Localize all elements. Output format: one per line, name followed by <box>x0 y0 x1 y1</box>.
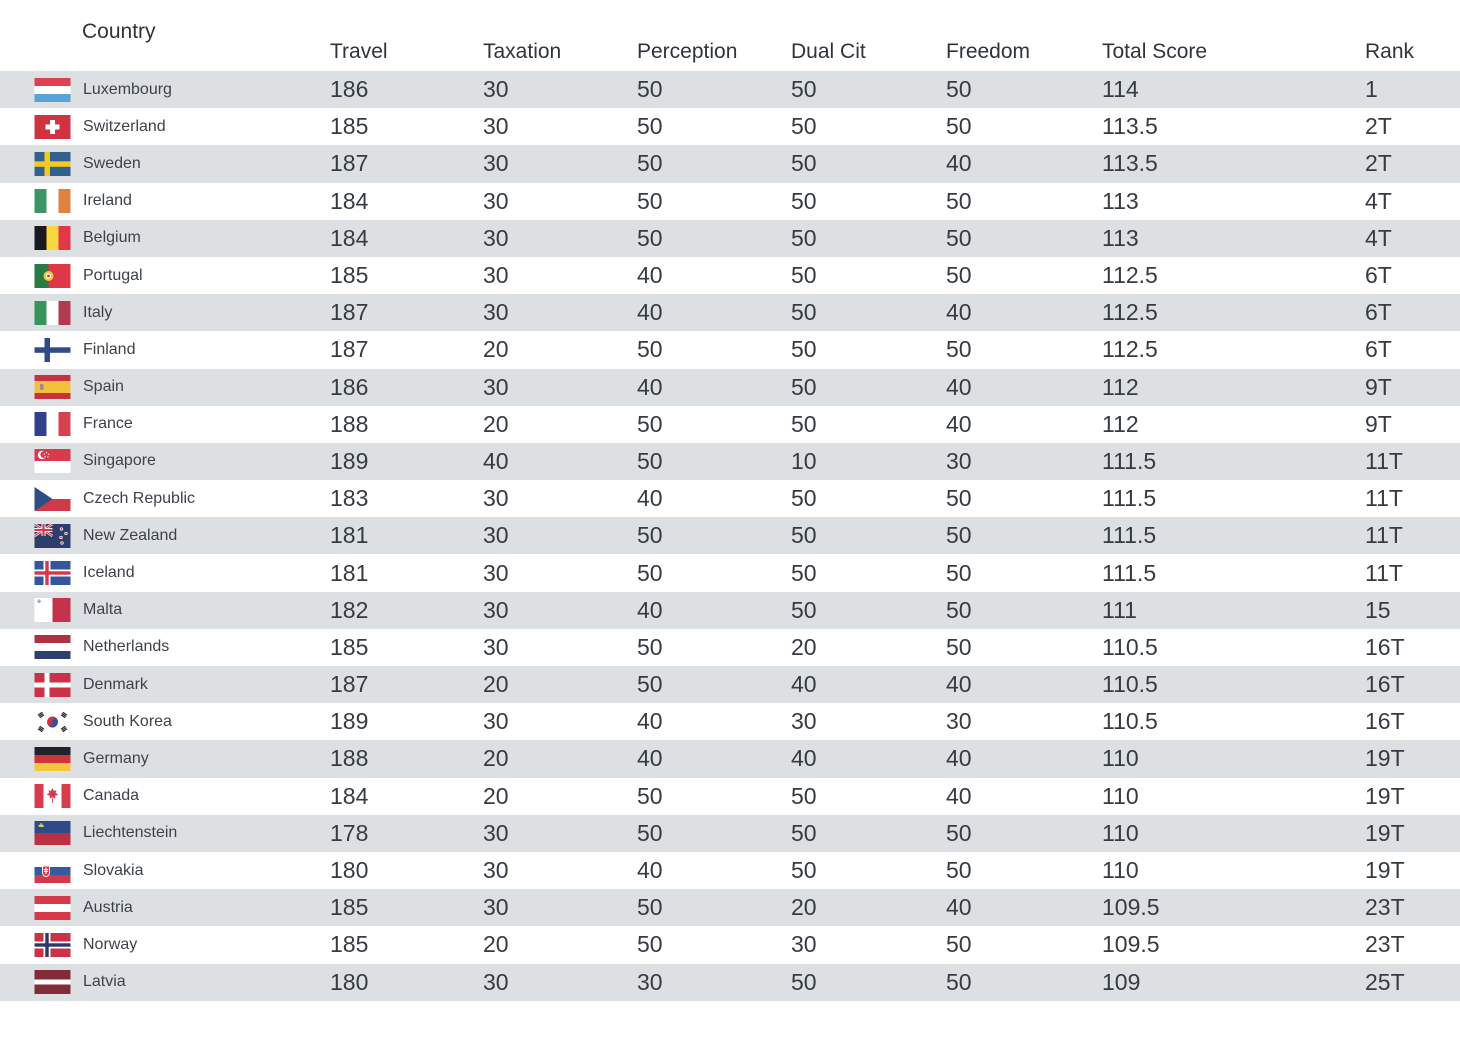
cell-perception: 40 <box>637 373 663 400</box>
cell-rank: 16T <box>1365 671 1405 698</box>
country-cell <box>0 815 330 852</box>
country-cell <box>0 852 330 889</box>
cell-freedom: 40 <box>946 671 972 698</box>
cell-rank: 2T <box>1365 113 1392 140</box>
table-row <box>0 926 1460 963</box>
country-name: Spain <box>83 378 124 396</box>
country-cell <box>0 517 330 554</box>
cell-perception: 40 <box>637 485 663 512</box>
country-cell <box>0 964 330 1001</box>
cell-total-score: 110 <box>1102 745 1139 772</box>
cell-rank: 19T <box>1365 857 1405 884</box>
cell-taxation: 30 <box>483 485 509 512</box>
country-name: Belgium <box>83 229 141 247</box>
cell-perception: 50 <box>637 931 663 958</box>
table-row <box>0 740 1460 777</box>
country-name: Latvia <box>83 973 126 991</box>
country-cell <box>0 480 330 517</box>
country-name: Denmark <box>83 675 148 693</box>
cell-travel: 180 <box>330 857 369 884</box>
cell-perception: 40 <box>637 596 663 623</box>
column-header-freedom: Freedom <box>946 40 1031 63</box>
column-header-country: Country <box>82 19 156 43</box>
cell-travel: 187 <box>330 671 369 698</box>
table-row <box>0 406 1460 443</box>
cell-perception: 50 <box>637 447 663 474</box>
cell-rank: 6T <box>1365 336 1392 363</box>
cell-total-score: 112.5 <box>1102 336 1158 363</box>
country-cell <box>0 443 330 480</box>
table-row <box>0 815 1460 852</box>
cell-taxation: 30 <box>483 596 509 623</box>
cell-total-score: 109 <box>1102 968 1141 995</box>
cell-rank: 19T <box>1365 745 1405 772</box>
cell-rank: 16T <box>1365 633 1405 660</box>
country-name: Canada <box>83 787 140 805</box>
cell-travel: 184 <box>330 224 369 251</box>
country-cell <box>0 257 330 294</box>
cell-dual-cit: 40 <box>791 671 817 698</box>
country-cell <box>0 71 330 108</box>
table-row <box>0 703 1460 740</box>
cell-freedom: 40 <box>946 782 972 809</box>
cell-freedom: 40 <box>946 150 972 177</box>
cell-taxation: 30 <box>483 150 509 177</box>
norway-flag-icon <box>34 933 71 957</box>
south-korea-flag-icon <box>34 710 71 734</box>
country-name: Germany <box>83 749 149 767</box>
cell-freedom: 50 <box>946 857 972 884</box>
cell-taxation: 30 <box>483 708 509 735</box>
table-row <box>0 480 1460 517</box>
cell-dual-cit: 20 <box>791 633 817 660</box>
cell-travel: 187 <box>330 150 369 177</box>
liechtenstein-flag-icon <box>34 821 71 845</box>
cell-travel: 181 <box>330 522 369 549</box>
table-row <box>0 517 1460 554</box>
cell-rank: 11T <box>1365 522 1403 549</box>
portugal-flag-icon <box>34 264 71 288</box>
cell-total-score: 109.5 <box>1102 931 1160 958</box>
cell-perception: 40 <box>637 857 663 884</box>
cell-perception: 50 <box>637 410 663 437</box>
column-header-perception: Perception <box>637 40 738 63</box>
cell-perception: 50 <box>637 782 663 809</box>
cell-rank: 4T <box>1365 224 1392 251</box>
cell-freedom: 50 <box>946 931 972 958</box>
country-name: France <box>83 415 133 433</box>
column-header-total-score: Total Score <box>1102 40 1208 63</box>
cell-dual-cit: 50 <box>791 224 817 251</box>
country-cell <box>0 629 330 666</box>
cell-rank: 2T <box>1365 150 1392 177</box>
country-name: Ireland <box>83 192 132 210</box>
cell-total-score: 112.5 <box>1102 262 1158 289</box>
cell-total-score: 112.5 <box>1102 299 1158 326</box>
country-name: Norway <box>83 935 138 953</box>
cell-taxation: 30 <box>483 224 509 251</box>
finland-flag-icon <box>34 338 71 362</box>
cell-travel: 182 <box>330 596 369 623</box>
cell-perception: 50 <box>637 894 663 921</box>
country-cell <box>0 554 330 591</box>
cell-taxation: 30 <box>483 633 509 660</box>
ireland-flag-icon <box>34 189 71 213</box>
cell-total-score: 110 <box>1102 782 1139 809</box>
cell-taxation: 30 <box>483 819 509 846</box>
cell-travel: 187 <box>330 336 369 363</box>
cell-taxation: 30 <box>483 857 509 884</box>
cell-freedom: 40 <box>946 299 972 326</box>
cell-freedom: 50 <box>946 633 972 660</box>
cell-total-score: 111.5 <box>1102 447 1157 474</box>
country-cell <box>0 703 330 740</box>
cell-dual-cit: 50 <box>791 522 817 549</box>
cell-rank: 4T <box>1365 187 1392 214</box>
cell-perception: 50 <box>637 113 663 140</box>
cell-dual-cit: 50 <box>791 113 817 140</box>
column-header-rank: Rank <box>1365 40 1415 63</box>
cell-travel: 185 <box>330 931 369 958</box>
cell-dual-cit: 50 <box>791 596 817 623</box>
cell-dual-cit: 50 <box>791 968 817 995</box>
cell-total-score: 111 <box>1102 596 1137 623</box>
cell-dual-cit: 50 <box>791 187 817 214</box>
country-cell <box>0 369 330 406</box>
cell-rank: 15 <box>1365 596 1391 623</box>
cell-dual-cit: 50 <box>791 336 817 363</box>
table-row <box>0 294 1460 331</box>
table-row <box>0 145 1460 182</box>
singapore-flag-icon <box>34 449 71 473</box>
cell-taxation: 20 <box>483 671 509 698</box>
cell-perception: 50 <box>637 819 663 846</box>
country-cell <box>0 592 330 629</box>
country-cell <box>0 740 330 777</box>
cell-dual-cit: 50 <box>791 410 817 437</box>
column-header-dual-cit: Dual Cit <box>791 40 866 63</box>
cell-total-score: 112 <box>1102 373 1139 400</box>
cell-travel: 181 <box>330 559 369 586</box>
cell-dual-cit: 50 <box>791 76 817 103</box>
table-row <box>0 369 1460 406</box>
cell-total-score: 114 <box>1102 76 1139 103</box>
cell-freedom: 50 <box>946 819 972 846</box>
cell-freedom: 50 <box>946 113 972 140</box>
cell-dual-cit: 50 <box>791 857 817 884</box>
cell-perception: 50 <box>637 336 663 363</box>
italy-flag-icon <box>34 301 71 325</box>
cell-rank: 1 <box>1365 76 1378 103</box>
table-row <box>0 666 1460 703</box>
table-row <box>0 71 1460 108</box>
country-cell <box>0 108 330 145</box>
cell-perception: 40 <box>637 745 663 772</box>
cell-dual-cit: 30 <box>791 931 817 958</box>
column-header-travel: Travel <box>330 40 388 63</box>
country-name: Austria <box>83 898 133 916</box>
country-cell <box>0 406 330 443</box>
cell-travel: 185 <box>330 113 369 140</box>
cell-taxation: 20 <box>483 745 509 772</box>
cell-perception: 50 <box>637 633 663 660</box>
country-cell <box>0 331 330 368</box>
switzerland-flag-icon <box>34 115 71 139</box>
cell-dual-cit: 40 <box>791 745 817 772</box>
cell-rank: 16T <box>1365 708 1405 735</box>
cell-taxation: 20 <box>483 410 509 437</box>
cell-dual-cit: 50 <box>791 819 817 846</box>
cell-perception: 50 <box>637 76 663 103</box>
cell-travel: 189 <box>330 708 369 735</box>
cell-dual-cit: 50 <box>791 299 817 326</box>
country-name: Liechtenstein <box>83 824 178 842</box>
cell-taxation: 30 <box>483 373 509 400</box>
table-row <box>0 108 1460 145</box>
country-name: Czech Republic <box>83 489 196 507</box>
cell-taxation: 20 <box>483 336 509 363</box>
cell-rank: 6T <box>1365 262 1392 289</box>
country-cell <box>0 926 330 963</box>
table-row <box>0 964 1460 1001</box>
cell-dual-cit: 20 <box>791 894 817 921</box>
country-cell <box>0 778 330 815</box>
column-header-taxation: Taxation <box>483 40 562 63</box>
belgium-flag-icon <box>34 226 71 250</box>
cell-total-score: 113 <box>1102 224 1139 251</box>
cell-travel: 184 <box>330 782 369 809</box>
cell-freedom: 50 <box>946 522 972 549</box>
cell-total-score: 111.5 <box>1102 522 1157 549</box>
cell-rank: 19T <box>1365 782 1405 809</box>
cell-perception: 50 <box>637 150 663 177</box>
luxembourg-flag-icon <box>34 78 71 102</box>
cell-perception: 40 <box>637 262 663 289</box>
cell-travel: 188 <box>330 410 369 437</box>
table-row <box>0 852 1460 889</box>
cell-dual-cit: 50 <box>791 262 817 289</box>
table-row <box>0 220 1460 257</box>
cell-dual-cit: 50 <box>791 150 817 177</box>
cell-dual-cit: 30 <box>791 708 817 735</box>
cell-rank: 6T <box>1365 299 1392 326</box>
country-name: Iceland <box>83 564 135 582</box>
cell-freedom: 50 <box>946 485 972 512</box>
country-cell <box>0 145 330 182</box>
cell-freedom: 50 <box>946 224 972 251</box>
cell-freedom: 50 <box>946 336 972 363</box>
cell-dual-cit: 50 <box>791 559 817 586</box>
cell-perception: 50 <box>637 559 663 586</box>
cell-rank: 25T <box>1365 968 1405 995</box>
cell-rank: 19T <box>1365 819 1405 846</box>
country-name: Sweden <box>83 154 141 172</box>
country-name: Luxembourg <box>83 80 172 98</box>
cell-total-score: 110.5 <box>1102 708 1158 735</box>
table-row <box>0 331 1460 368</box>
cell-taxation: 40 <box>483 447 509 474</box>
spain-flag-icon <box>34 375 71 399</box>
country-name: Italy <box>83 303 113 321</box>
cell-freedom: 50 <box>946 262 972 289</box>
country-name: Singapore <box>83 452 156 470</box>
cell-perception: 40 <box>637 299 663 326</box>
cell-freedom: 40 <box>946 373 972 400</box>
cell-freedom: 50 <box>946 968 972 995</box>
table-row <box>0 554 1460 591</box>
cell-taxation: 30 <box>483 76 509 103</box>
iceland-flag-icon <box>34 561 71 585</box>
cell-freedom: 50 <box>946 187 972 214</box>
cell-dual-cit: 50 <box>791 373 817 400</box>
cell-taxation: 20 <box>483 782 509 809</box>
netherlands-flag-icon <box>34 635 71 659</box>
cell-travel: 185 <box>330 894 369 921</box>
cell-dual-cit: 50 <box>791 485 817 512</box>
cell-total-score: 110 <box>1102 857 1139 884</box>
country-cell <box>0 666 330 703</box>
austria-flag-icon <box>34 896 71 920</box>
cell-rank: 11T <box>1365 559 1403 586</box>
cell-rank: 9T <box>1365 373 1392 400</box>
country-name: Netherlands <box>83 638 170 656</box>
country-name: Malta <box>83 601 123 619</box>
cell-taxation: 30 <box>483 559 509 586</box>
country-cell <box>0 294 330 331</box>
new-zealand-flag-icon <box>34 524 71 548</box>
cell-rank: 11T <box>1365 485 1403 512</box>
cell-taxation: 30 <box>483 113 509 140</box>
cell-taxation: 30 <box>483 262 509 289</box>
cell-total-score: 110.5 <box>1102 633 1158 660</box>
table-row <box>0 443 1460 480</box>
cell-travel: 180 <box>330 968 369 995</box>
cell-rank: 23T <box>1365 894 1405 921</box>
cell-total-score: 113 <box>1102 187 1139 214</box>
table-row <box>0 889 1460 926</box>
table-header <box>0 0 1460 71</box>
cell-perception: 50 <box>637 671 663 698</box>
table-row <box>0 629 1460 666</box>
cell-freedom: 30 <box>946 447 972 474</box>
cell-dual-cit: 10 <box>791 447 817 474</box>
table-row <box>0 257 1460 294</box>
malta-flag-icon <box>34 598 71 622</box>
table-body <box>0 71 1460 1001</box>
cell-travel: 186 <box>330 373 369 400</box>
table-row <box>0 183 1460 220</box>
cell-rank: 9T <box>1365 410 1392 437</box>
cell-freedom: 30 <box>946 708 972 735</box>
cell-total-score: 110 <box>1102 819 1139 846</box>
cell-taxation: 30 <box>483 968 509 995</box>
cell-freedom: 50 <box>946 596 972 623</box>
cell-dual-cit: 50 <box>791 782 817 809</box>
canada-flag-icon <box>34 784 71 808</box>
cell-travel: 178 <box>330 819 369 846</box>
cell-perception: 50 <box>637 187 663 214</box>
cell-taxation: 30 <box>483 522 509 549</box>
cell-freedom: 40 <box>946 745 972 772</box>
cell-travel: 186 <box>330 76 369 103</box>
france-flag-icon <box>34 412 71 436</box>
country-name: Finland <box>83 340 136 358</box>
table-row <box>0 592 1460 629</box>
denmark-flag-icon <box>34 673 71 697</box>
cell-total-score: 112 <box>1102 410 1139 437</box>
slovakia-flag-icon <box>34 859 71 883</box>
table-row <box>0 778 1460 815</box>
cell-rank: 11T <box>1365 447 1403 474</box>
cell-total-score: 111.5 <box>1102 485 1157 512</box>
cell-perception: 30 <box>637 968 663 995</box>
cell-freedom: 40 <box>946 410 972 437</box>
cell-total-score: 113.5 <box>1102 113 1158 140</box>
country-name: Slovakia <box>83 861 144 879</box>
cell-travel: 185 <box>330 633 369 660</box>
cell-perception: 50 <box>637 522 663 549</box>
cell-freedom: 50 <box>946 76 972 103</box>
cell-rank: 23T <box>1365 931 1405 958</box>
cell-taxation: 30 <box>483 894 509 921</box>
cell-travel: 187 <box>330 299 369 326</box>
cell-perception: 40 <box>637 708 663 735</box>
country-name: Switzerland <box>83 117 166 135</box>
country-cell <box>0 889 330 926</box>
cell-total-score: 111.5 <box>1102 559 1157 586</box>
cell-taxation: 30 <box>483 187 509 214</box>
cell-freedom: 50 <box>946 559 972 586</box>
sweden-flag-icon <box>34 152 71 176</box>
cell-freedom: 40 <box>946 894 972 921</box>
cell-travel: 184 <box>330 187 369 214</box>
czech-republic-flag-icon <box>34 487 71 511</box>
cell-travel: 189 <box>330 447 369 474</box>
latvia-flag-icon <box>34 970 71 994</box>
country-name: Portugal <box>83 266 143 284</box>
country-cell <box>0 183 330 220</box>
cell-travel: 185 <box>330 262 369 289</box>
cell-total-score: 113.5 <box>1102 150 1158 177</box>
cell-taxation: 20 <box>483 931 509 958</box>
cell-travel: 183 <box>330 485 369 512</box>
cell-travel: 188 <box>330 745 369 772</box>
germany-flag-icon <box>34 747 71 771</box>
country-name: South Korea <box>83 712 172 730</box>
country-name: New Zealand <box>83 526 178 544</box>
cell-taxation: 30 <box>483 299 509 326</box>
cell-perception: 50 <box>637 224 663 251</box>
cell-total-score: 109.5 <box>1102 894 1160 921</box>
country-cell <box>0 220 330 257</box>
cell-total-score: 110.5 <box>1102 671 1158 698</box>
